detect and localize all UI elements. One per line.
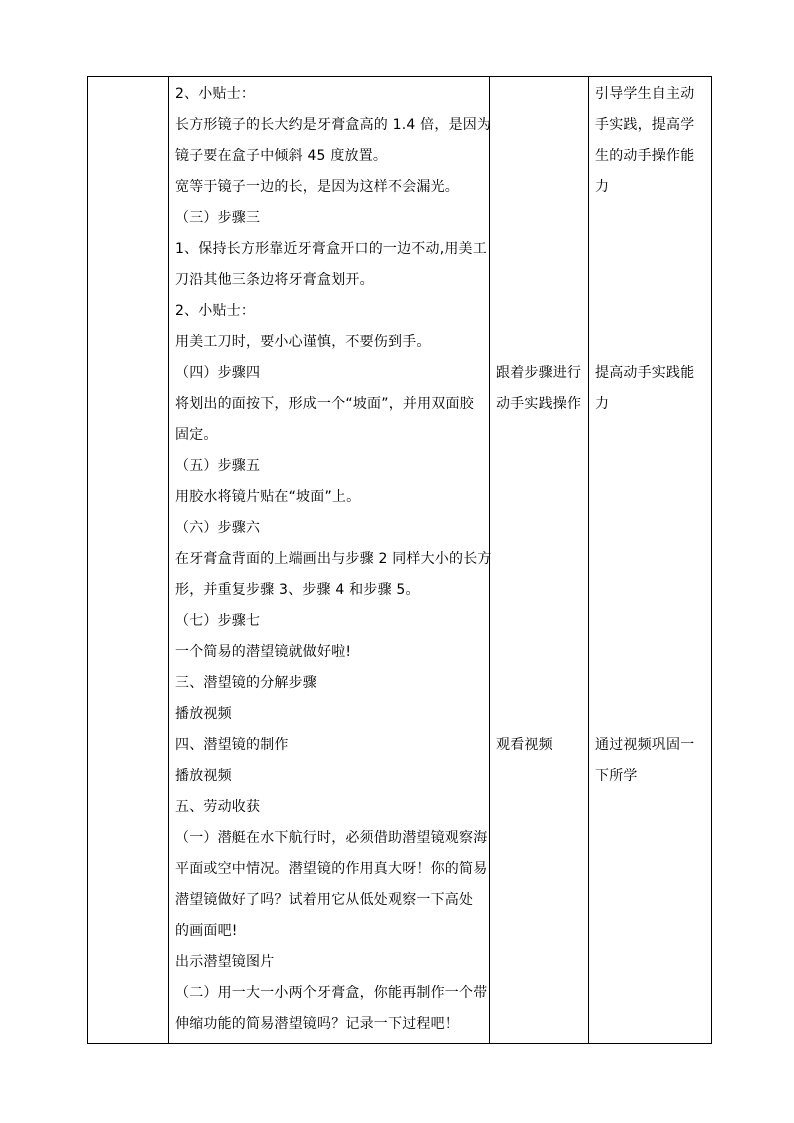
intent-line: 下所学 xyxy=(595,768,638,784)
content-line: 三、潜望镜的分解步骤 xyxy=(175,675,317,691)
content-line: （七）步骤七 xyxy=(175,613,261,629)
content-line: 四、潜望镜的制作 xyxy=(175,737,289,753)
student-activity-cell xyxy=(490,77,589,1044)
content-line: （五）步骤五 xyxy=(175,458,261,474)
content-line: 1、保持长方形靠近牙膏盒开口的一边不动,用美工 xyxy=(175,241,487,257)
table-row xyxy=(88,77,712,1044)
content-line: 伸缩功能的简易潜望镜吗？记录一下过程吧！ xyxy=(175,1016,459,1032)
content-line: 2、小贴士： xyxy=(175,303,256,319)
intent-line: 提高动手实践能 xyxy=(595,365,695,381)
content-line: 刀沿其他三条边将牙膏盒划开。 xyxy=(175,272,374,288)
activity-line: 跟着步骤进行 xyxy=(496,365,582,381)
content-line: 潜望镜做好了吗？试着用它从低处观察一下高处 xyxy=(175,892,474,908)
intent-line: 引导学生自主动 xyxy=(595,86,695,102)
intent-line: 生的动手操作能 xyxy=(595,148,695,164)
activity-line: 动手实践操作 xyxy=(496,396,582,412)
content-line: （二）用一大一小两个牙膏盒，你能再制作一个带 xyxy=(175,985,488,1001)
content-line: 平面或空中情况。潜望镜的作用真大呀！你的简易 xyxy=(175,861,488,877)
content-line: （四）步骤四 xyxy=(175,365,261,381)
design-intent-cell xyxy=(589,77,712,1044)
content-line: 用胶水将镜片贴在“坡面”上。 xyxy=(175,489,361,505)
content-line: 的画面吧! xyxy=(175,923,238,939)
activity-line: 观看视频 xyxy=(496,737,553,753)
intent-line: 力 xyxy=(595,396,610,412)
teaching-content-cell xyxy=(169,77,490,1044)
content-line: 用美工刀时，要小心谨慎，不要伤到手。 xyxy=(175,334,431,350)
content-line: 宽等于镜子一边的长，是因为这样不会漏光。 xyxy=(175,179,459,195)
content-line: 形，并重复步骤 3、步骤 4 和步骤 5。 xyxy=(175,582,420,598)
intent-line: 力 xyxy=(595,179,610,195)
intent-line: 通过视频巩固一 xyxy=(595,737,695,753)
content-line: 播放视频 xyxy=(175,706,232,722)
content-line: 固定。 xyxy=(175,427,218,443)
intent-line: 手实践，提高学 xyxy=(595,117,695,133)
content-line: （六）步骤六 xyxy=(175,520,261,536)
content-line: 将划出的面按下，形成一个“坡面”，并用双面胶 xyxy=(175,396,474,412)
content-line: 播放视频 xyxy=(175,768,232,784)
content-line: 长方形镜子的长大约是牙膏盒高的 1.4 倍，是因为 xyxy=(175,117,492,133)
content-line: 出示潜望镜图片 xyxy=(175,954,275,970)
content-line: 在牙膏盒背面的上端画出与步骤 2 同样大小的长方 xyxy=(175,551,492,567)
content-line: 镜子要在盒子中倾斜 45 度放置。 xyxy=(175,148,388,164)
blank-cell xyxy=(88,77,169,1044)
content-line: （三）步骤三 xyxy=(175,210,261,226)
content-line: 五、劳动收获 xyxy=(175,799,261,815)
content-line: 2、小贴士： xyxy=(175,86,256,102)
content-line: （一）潜艇在水下航行时，必须借助潜望镜观察海 xyxy=(175,830,488,846)
content-line: 一个简易的潜望镜就做好啦! xyxy=(175,644,352,660)
lesson-plan-table xyxy=(87,76,712,1044)
